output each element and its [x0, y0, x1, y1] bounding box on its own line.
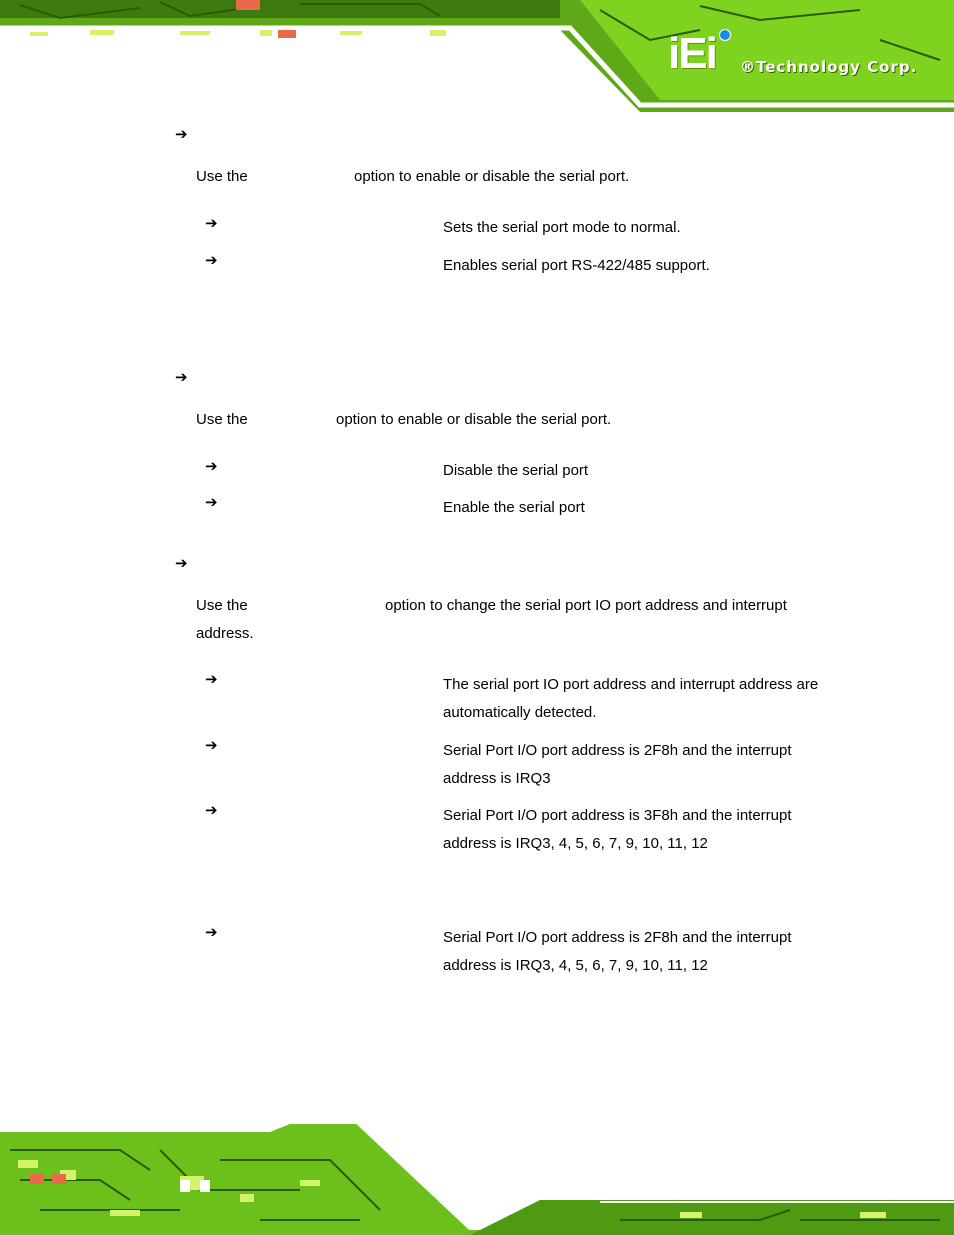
option-description: Disable the serial port — [443, 462, 589, 479]
option-arrow-icon: ➔ — [205, 493, 218, 511]
section-intro-text: option to change the serial port IO port address and interrupt — [385, 597, 787, 614]
option-description: Serial Port I/O port address is 2F8h and the interrupt address is IRQ3, 4, 5, 6, 7, 9, 10, 11, 12 — [443, 929, 792, 974]
page-footer-banner — [0, 1120, 954, 1235]
section-intro-text: option to enable or disable the serial port. — [354, 168, 630, 185]
option-description: The serial port IO port address and interrupt address are automatically detected. — [443, 676, 819, 721]
page-header-banner — [0, 0, 954, 112]
section-intro-prefix: Use the — [196, 168, 248, 185]
option-arrow-icon: ➔ — [205, 670, 218, 688]
option-arrow-icon: ➔ — [205, 457, 218, 475]
option-arrow-icon: ➔ — [205, 251, 218, 269]
option-description: Enable the serial port — [443, 499, 585, 516]
circuit-board-footer-graphic — [0, 1120, 954, 1235]
option-description: Enables serial port RS-422/485 support. — [443, 257, 710, 274]
option-arrow-icon: ➔ — [205, 736, 218, 754]
section-bullet-arrow-icon: ➔ — [175, 125, 188, 143]
option-description: Sets the serial port mode to normal. — [443, 219, 681, 236]
section-bullet-arrow-icon: ➔ — [175, 554, 188, 572]
section-bullet-arrow-icon: ➔ — [175, 368, 188, 386]
option-arrow-icon: ➔ — [205, 923, 218, 941]
option-arrow-icon: ➔ — [205, 801, 218, 819]
option-arrow-icon: ➔ — [205, 214, 218, 232]
iei-logo — [668, 28, 954, 88]
logo-dot-icon — [719, 29, 731, 41]
logo-company-name: ®Technology Corp. — [740, 58, 918, 76]
option-description: Serial Port I/O port address is 3F8h and the interrupt address is IRQ3, 4, 5, 6, 7, 9, 10, 11, 12 — [443, 807, 792, 852]
section-intro-text: option to enable or disable the serial port. — [336, 411, 612, 428]
logo-mark: iEi — [668, 29, 716, 78]
section-intro-prefix: Use the — [196, 411, 248, 428]
section-intro-prefix: Use the — [196, 597, 248, 614]
option-description: Serial Port I/O port address is 2F8h and the interrupt address is IRQ3 — [443, 742, 792, 787]
section-intro-text-line2: address. — [196, 625, 254, 642]
